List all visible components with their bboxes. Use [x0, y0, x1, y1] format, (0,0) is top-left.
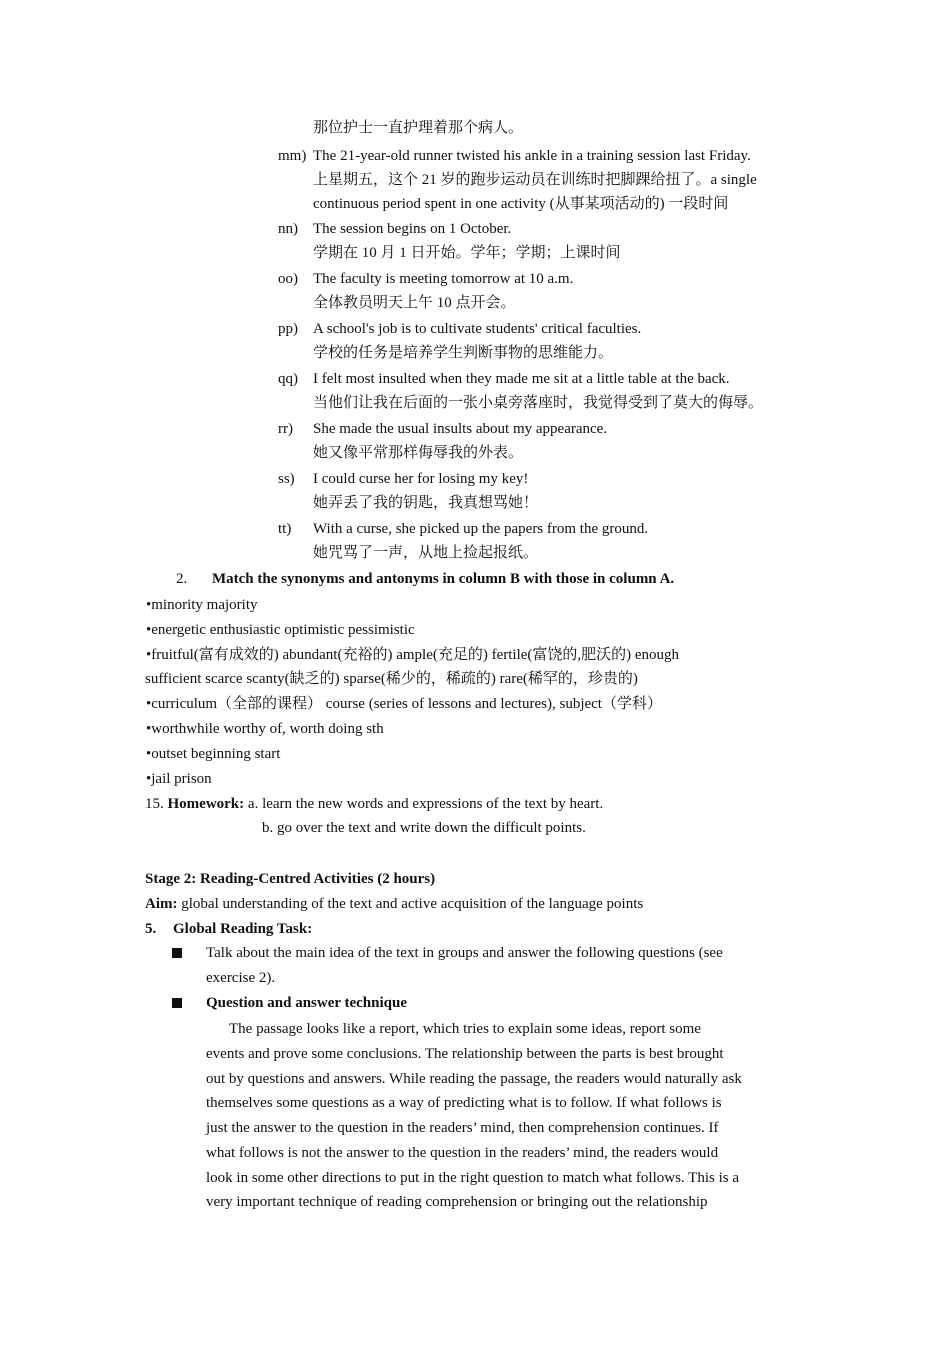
example-label-qq: qq) [278, 371, 298, 387]
bullet-item-minority: •minority majority [146, 597, 258, 613]
example-chinese-pp: 学校的任务是培养学生判断事物的思维能力。 [313, 345, 614, 361]
example-label-nn: nn) [278, 221, 298, 237]
example-label-oo: oo) [278, 271, 298, 287]
bullet-item-energetic: •energetic enthusiastic optimistic pessimistic [146, 622, 415, 638]
match-task-heading: Match the synonyms and antonyms in column B with those in column A. [212, 571, 675, 587]
global-reading-number: 5. [145, 921, 157, 937]
example-label-rr: rr) [278, 421, 293, 437]
example-english-ss: I could curse her for losing my key! [313, 471, 529, 487]
paragraph-line: events and prove some conclusions. The relationship between the parts is best brought [206, 1046, 724, 1062]
homework-label: Homework: [167, 796, 245, 812]
homework-item-a: a. learn the new words and expressions of the text by heart. [247, 796, 604, 812]
aim-text: global understanding of the text and active acquisition of the language points [181, 896, 644, 912]
stage-heading: Stage 2: Reading-Centred Activities (2 hours) [145, 871, 436, 887]
example-chinese-mm: 上星期五，这个 21 岁的跑步运动员在训练时把脚踝给扭了。a single [313, 172, 757, 188]
example-label-mm: mm) [278, 148, 307, 164]
example-chinese-rr: 她又像平常那样侮辱我的外表。 [313, 445, 524, 461]
example-english-rr: She made the usual insults about my appearance. [313, 421, 608, 437]
bullet-item-jail: •jail prison [146, 771, 212, 787]
homework-item-b: b. go over the text and write down the difficult points. [262, 820, 586, 836]
example-english-pp: A school's job is to cultivate students' critical faculties. [313, 321, 642, 337]
example-chinese-qq: 当他们让我在后面的一张小桌旁落座时，我觉得受到了莫大的侮辱。 [313, 395, 764, 411]
match-task-number: 2. [176, 571, 188, 587]
example-chinese-ss: 她弄丢了我的钥匙，我真想骂她！ [313, 495, 539, 511]
bullet-item-fruitful: •fruitful(富有成效的) abundant(充裕的) ample(充足的) fertile(富饶的,肥沃的) enough [146, 647, 680, 663]
example-english-qq: I felt most insulted when they made me sit at a little table at the back. [313, 371, 730, 387]
example-chinese-tt: 她咒骂了一声，从地上捡起报纸。 [313, 545, 539, 561]
example-label-tt: tt) [278, 521, 292, 537]
example-chinese-nn: 学期在 10 月 1 日开始。学年；学期；上课时间 [313, 245, 621, 261]
example-chinese-oo: 全体教员明天上午 10 点开会。 [313, 295, 516, 311]
technique-heading: Question and answer technique [206, 995, 408, 1011]
paragraph-line: out by questions and answers. While reading the passage, the readers would naturally ask [206, 1071, 742, 1087]
paragraph-line: The passage looks like a report, which tries to explain some ideas, report some [229, 1021, 701, 1037]
example-english-nn: The session begins on 1 October. [313, 221, 512, 237]
paragraph-line: look in some other directions to put in the right question to match what follows. This is a [206, 1170, 739, 1186]
bullet-item-curriculum: •curriculum（全部的课程） course (series of lessons and lectures), subject（学科） [146, 696, 662, 712]
ll-chinese: 那位护士一直护理着那个病人。 [313, 120, 524, 136]
paragraph-line: very important technique of reading comprehension or bringing out the relationship [206, 1194, 708, 1210]
paragraph-line: just the answer to the question in the readers’ mind, then comprehension continues. If [206, 1120, 719, 1136]
example-note-mm: continuous period spent in one activity (从事某项活动的) 一段时间 [313, 196, 729, 212]
talk-line-2: exercise 2). [206, 970, 276, 986]
bullet-item-outset: •outset beginning start [146, 746, 281, 762]
example-label-pp: pp) [278, 321, 298, 337]
global-reading-heading: Global Reading Task: [173, 921, 313, 937]
paragraph-line: themselves some questions as a way of predicting what is to follow. If what follows is [206, 1095, 722, 1111]
square-bullet-icon [172, 948, 182, 958]
example-english-mm: The 21-year-old runner twisted his ankle in a training session last Friday. [313, 148, 751, 164]
bullet-item-fruitful-cont: sufficient scarce scanty(缺乏的) sparse(稀少的，稀疏的) rare(稀罕的，珍贵的) [145, 671, 638, 687]
example-label-ss: ss) [278, 471, 295, 487]
aim-line [145, 894, 643, 914]
aim-label: Aim: [145, 896, 178, 912]
example-english-tt: With a curse, she picked up the papers from the ground. [313, 521, 649, 537]
square-bullet-icon [172, 998, 182, 1008]
bullet-item-worthwhile: •worthwhile worthy of, worth doing sth [146, 721, 384, 737]
example-english-oo: The faculty is meeting tomorrow at 10 a.m. [313, 271, 574, 287]
talk-line-1: Talk about the main idea of the text in groups and answer the following questions (see [206, 945, 723, 961]
homework-number: 15. [145, 796, 164, 812]
homework-line-a [145, 794, 603, 814]
paragraph-line: what follows is not the answer to the question in the readers’ mind, the readers would [206, 1145, 719, 1161]
